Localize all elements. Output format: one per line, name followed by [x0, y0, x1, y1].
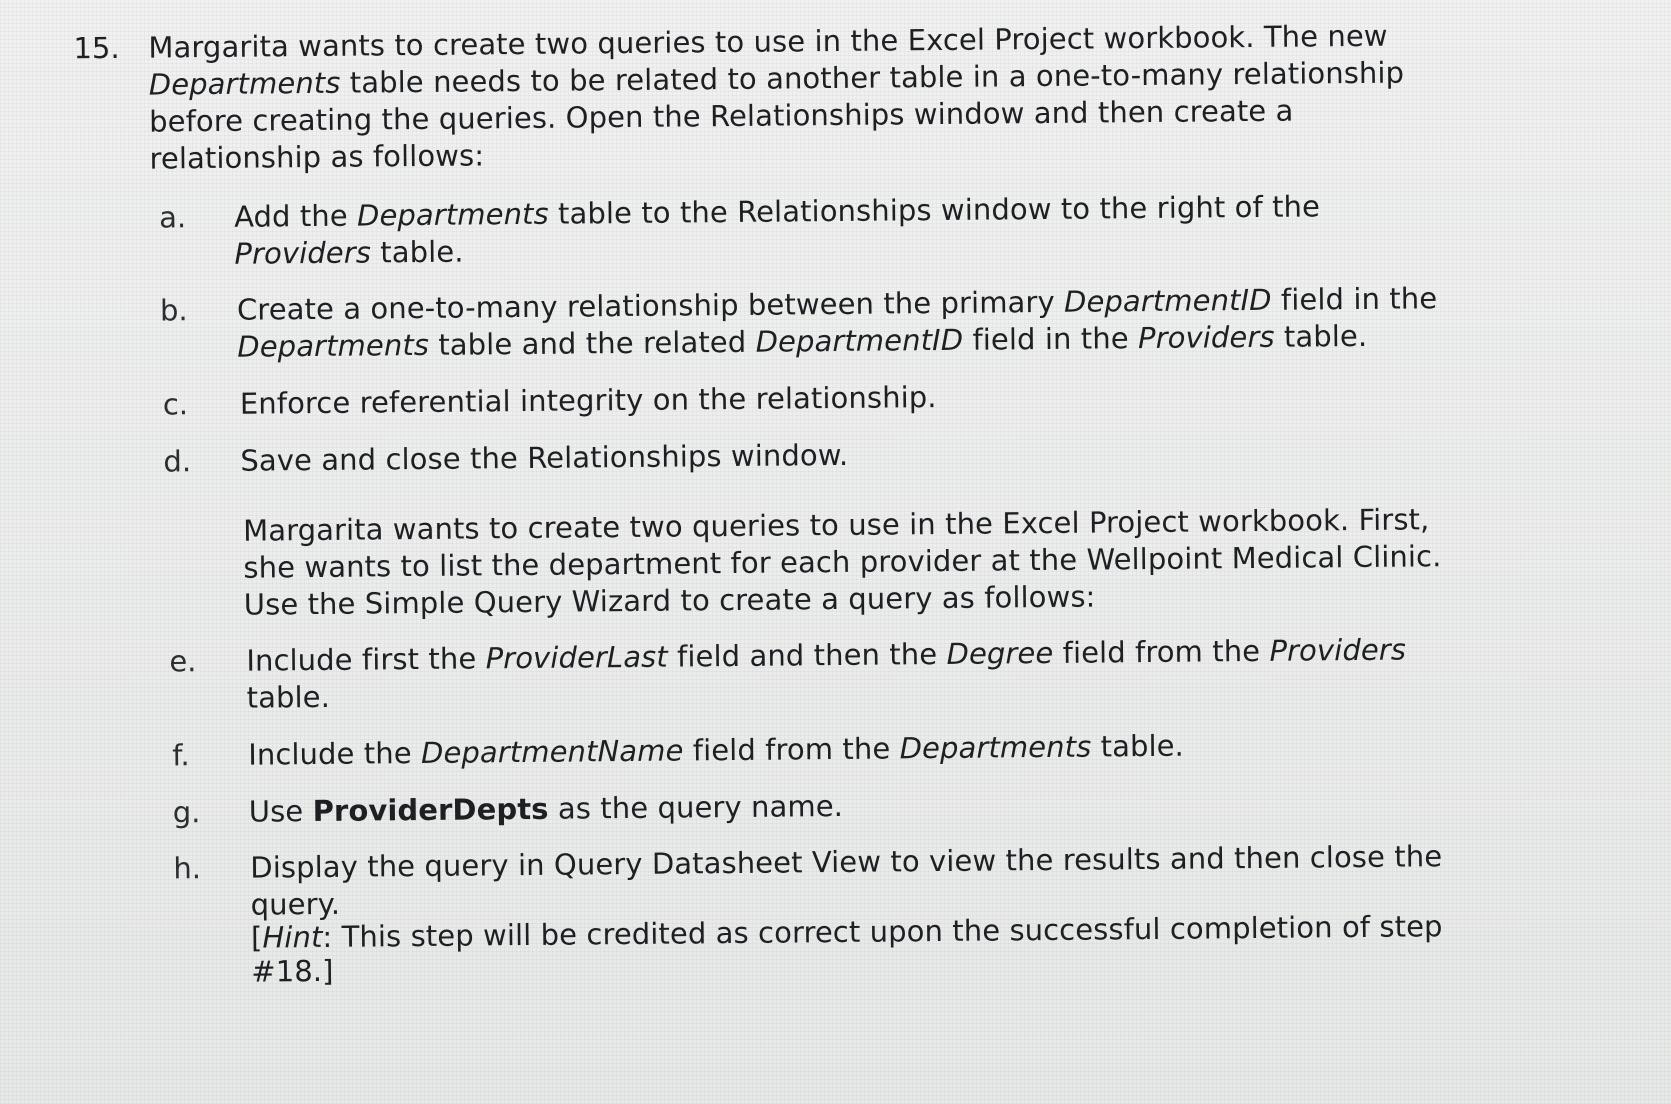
- intro-line-2-italic: Departments: [148, 65, 341, 102]
- step-e-marker: e.: [169, 644, 197, 679]
- step-c-marker: c.: [162, 387, 189, 422]
- mid-paragraph-line-1: Margarita wants to create two queries to use in the Excel Project workbook. First,: [242, 502, 1430, 548]
- step-f-marker: f.: [172, 738, 190, 773]
- step-h-line-1: Display the query in Query Datasheet View to view the results and then close the: [250, 839, 1443, 885]
- step-f-line-1: Include the DepartmentName field from the Departments table.: [248, 728, 1185, 772]
- step-e-line-2: table.: [246, 679, 331, 715]
- step-g-line-1: Use ProviderDepts as the query name.: [248, 788, 844, 829]
- step-d-marker: d.: [163, 444, 192, 479]
- step-a-line-1: Add the Departments table to the Relationships window to the right of the: [233, 189, 1321, 234]
- step-b-marker: b.: [159, 293, 188, 328]
- mid-paragraph-line-3: Use the Simple Query Wizard to create a query as follows:: [243, 579, 1096, 622]
- step-e-line-1: Include first the ProviderLast field and then the Degree field from the Providers: [246, 632, 1407, 678]
- intro-line-4: relationship as follows:: [149, 138, 485, 176]
- step-h-hint-line-1: [Hint: This step will be credited as correct upon the successful completion of step: [250, 909, 1443, 955]
- step-b-line-2: Departments table and the related DepartmentID field in the Providers table.: [237, 318, 1368, 364]
- step-b-line-1: Create a one-to-many relationship between the primary DepartmentID field in the: [236, 281, 1438, 327]
- step-a-line-2: Providers table.: [234, 234, 464, 271]
- intro-line-2: Departments table needs to be related to another table in a one-to-many relationship: [148, 55, 1405, 102]
- question-number: 15.: [73, 30, 120, 66]
- intro-line-3: before creating the queries. Open the Relationships window and then create a: [149, 93, 1294, 139]
- step-d-line-1: Save and close the Relationships window.: [240, 437, 849, 478]
- step-h-line-2: query.: [250, 886, 341, 922]
- step-g-marker: g.: [172, 795, 201, 830]
- mid-paragraph-line-2: she wants to list the department for each provider at the Wellpoint Medical Clinic.: [243, 539, 1442, 585]
- step-a-marker: a.: [158, 200, 187, 235]
- step-h-marker: h.: [173, 851, 202, 886]
- step-c-line-1: Enforce referential integrity on the relationship.: [239, 380, 937, 421]
- step-h-hint-line-2: #18.]: [251, 953, 334, 989]
- intro-line-1: Margarita wants to create two queries to use in the Excel Project workbook. The new: [148, 18, 1388, 65]
